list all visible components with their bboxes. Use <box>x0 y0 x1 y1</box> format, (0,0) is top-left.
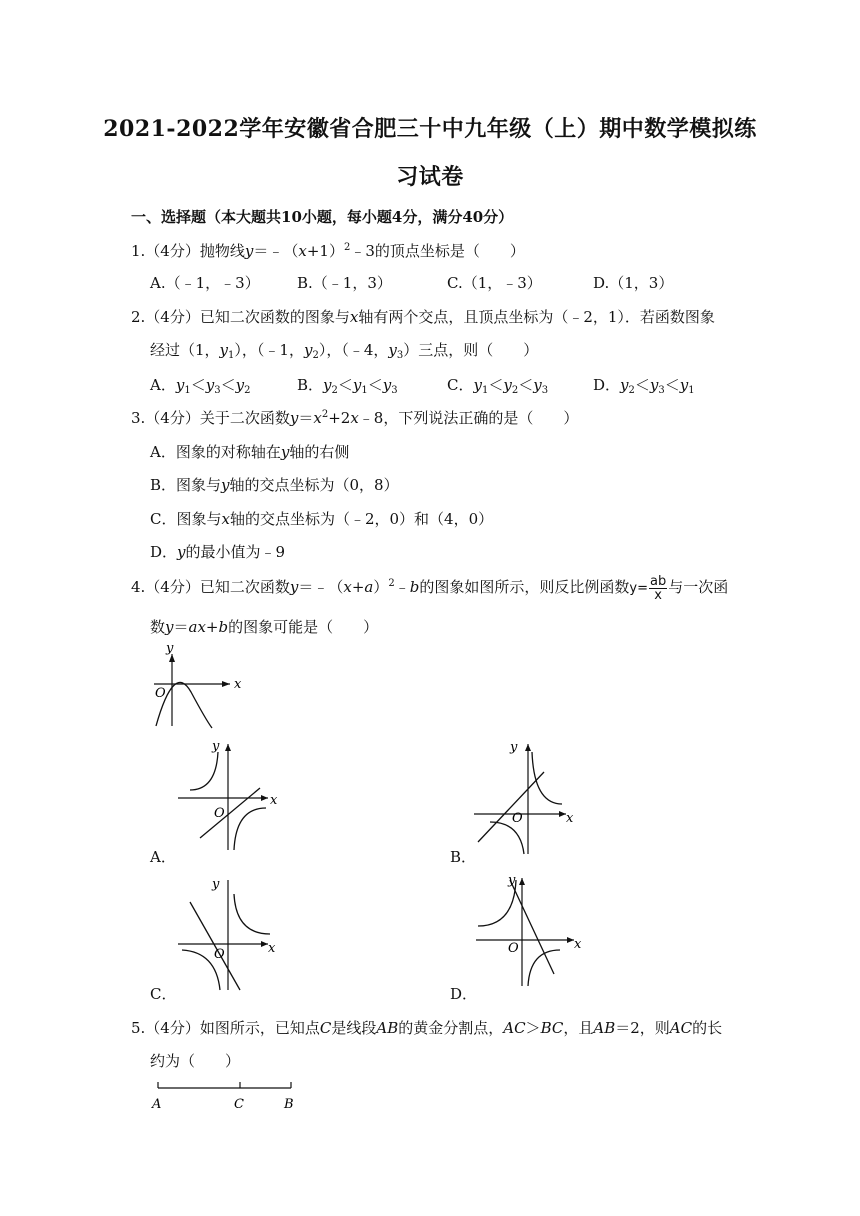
axis-y-label: y <box>510 740 518 755</box>
q3-option-d[interactable]: D．y的最小值为﹣9 <box>150 543 286 561</box>
q1-option-a[interactable]: A.（﹣1，﹣3） <box>150 274 260 292</box>
question-1-options <box>150 272 750 292</box>
q2-option-c[interactable]: C．$y_1<y_2<y_3$ <box>447 376 549 396</box>
q4-option-a-label[interactable]: A． <box>150 848 176 866</box>
axis-y-label: y <box>212 877 220 892</box>
q4-option-c-label[interactable]: C． <box>150 985 177 1003</box>
section-heading: 一、选择题（本大题共10小题，每小题4分，满分40分） <box>131 208 514 226</box>
q1-option-b[interactable]: B.（﹣1，3） <box>297 274 392 292</box>
question-4-stem-line1: 4.（4分）已知二次函数$y=﹣(x+a)^2﹣b$的图象如图所示，则反比例函数y= $\frac{ab}{x}$ 与一次函 <box>131 574 729 603</box>
q3-option-a[interactable]: A．图象的对称轴在y轴的右侧 <box>150 443 350 461</box>
point-a-label: A <box>152 1097 162 1112</box>
question-1-stem: 1.（4分）抛物线$y=﹣(x+1)^2﹣3$的顶点坐标是（ ） <box>131 242 525 260</box>
q4-option-d-label[interactable]: D． <box>450 985 478 1003</box>
inverse-function-formula: y= $\frac{ab}{x}$ <box>629 574 667 603</box>
q2-option-d[interactable]: D．$y_2<y_3<y_1$ <box>593 376 695 396</box>
q3-option-c[interactable]: C．图象与x轴的交点坐标为（﹣2，0）和（4，0） <box>150 510 494 528</box>
origin-label: O <box>155 686 166 701</box>
q5-segment-figure <box>150 1078 310 1114</box>
q3-option-b[interactable]: B．图象与y轴的交点坐标为（0，8） <box>150 476 399 494</box>
question-2-options <box>150 374 750 394</box>
q2-option-a[interactable]: A．$y_1<y_3<y_2$ <box>150 376 251 396</box>
axis-x-label: x <box>268 941 276 956</box>
q4-option-b-label[interactable]: B． <box>450 848 477 866</box>
question-5-stem-line1: 5.（4分）如图所示，已知点C是线段AB的黄金分割点，AC＞BC，且AB＝2，则AC的长 <box>131 1019 723 1037</box>
question-2-stem-line1: 2.（4分）已知二次函数的图象与x轴有两个交点，且顶点坐标为（﹣2，1）．若函数图象 <box>131 308 715 326</box>
axis-x-label: x <box>234 677 242 692</box>
origin-label: O <box>508 941 519 956</box>
axis-x-label: x <box>566 811 574 826</box>
axis-y-label: y <box>212 739 220 754</box>
q4-option-c-graph[interactable] <box>170 874 290 992</box>
origin-label: O <box>512 811 523 826</box>
q4-parabola-figure <box>150 642 250 736</box>
axis-y-label: y <box>508 873 516 888</box>
q4-option-b-graph[interactable] <box>470 738 590 856</box>
q4-option-d-graph[interactable] <box>470 870 590 990</box>
question-5-stem-line2: 约为（ ） <box>150 1052 241 1070</box>
axis-x-label: x <box>270 793 278 808</box>
point-b-label: B <box>284 1097 294 1112</box>
origin-label: O <box>214 806 225 821</box>
question-3-stem: 3.（4分）关于二次函数$y=x^2+2x﹣8$，下列说法正确的是（ ） <box>131 409 579 427</box>
question-4-stem-line2: 数y＝ax+b的图象可能是（ ） <box>150 618 379 636</box>
exam-title-line1: 2021-2022学年安徽省合肥三十中九年级（上）期中数学模拟练 <box>103 116 757 142</box>
q2-option-b[interactable]: B．$y_2<y_1<y_3$ <box>297 376 398 396</box>
q1-option-c[interactable]: C.（1，﹣3） <box>447 274 542 292</box>
exam-title-line2: 习试卷 <box>396 164 464 190</box>
axis-x-label: x <box>574 937 582 952</box>
point-c-label: C <box>234 1097 244 1112</box>
q4-option-a-graph[interactable] <box>170 738 290 856</box>
origin-label: O <box>214 947 225 962</box>
q1-option-d[interactable]: D.（1，3） <box>593 274 674 292</box>
axis-y-label: y <box>166 642 174 656</box>
question-2-stem-line2: 经过（1，$y_1$），（﹣1，$y_2$），（﹣4，$y_3$）三点，则（ ） <box>150 341 539 361</box>
